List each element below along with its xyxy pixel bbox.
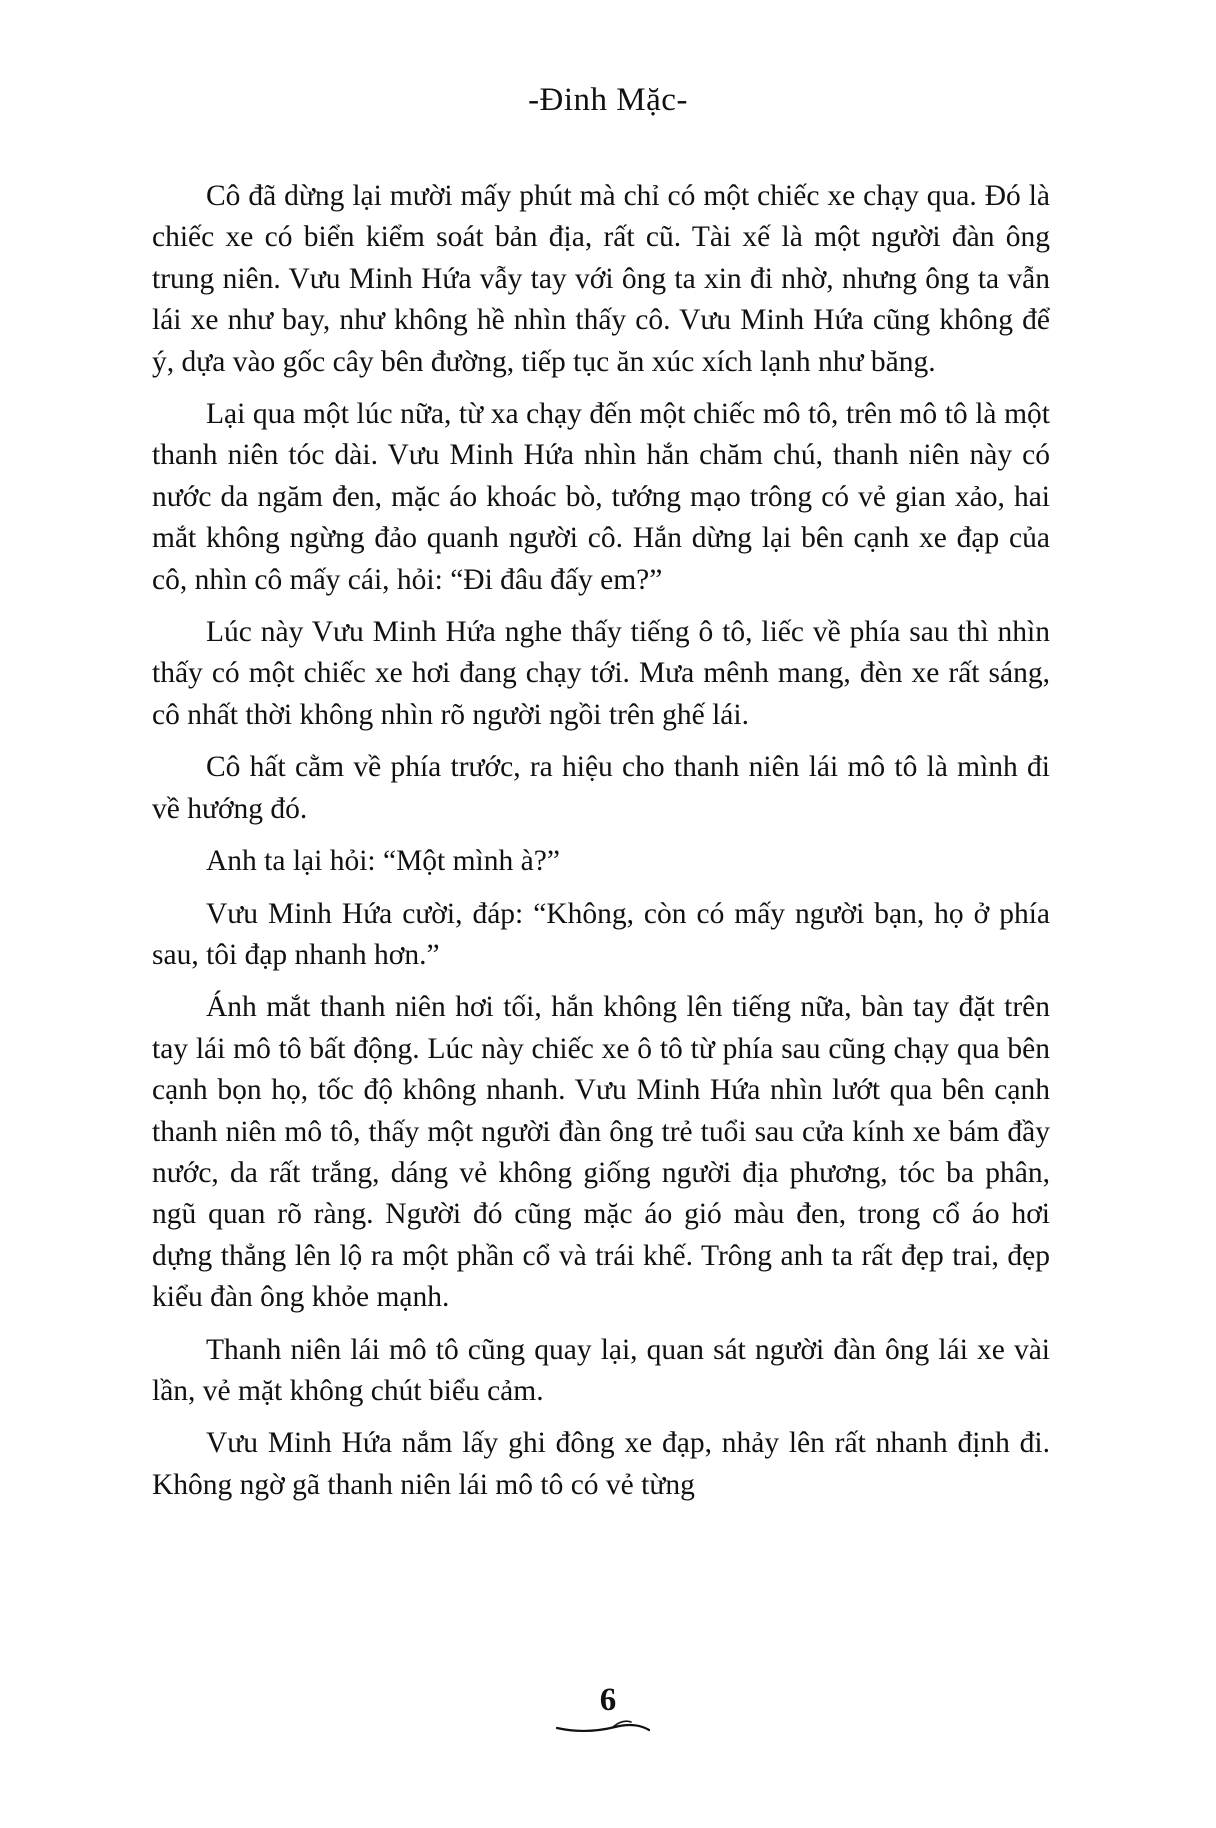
- paragraph: Vưu Minh Hứa cười, đáp: “Không, còn có mấy người bạn, họ ở phía sau, tôi đạp nhanh hơn.”: [152, 897, 1050, 971]
- body-text: [152, 176, 1050, 1517]
- page-number-swash-icon: [555, 1716, 651, 1734]
- paragraph: Lại qua một lúc nữa, từ xa chạy đến một chiếc mô tô, trên mô tô là một thanh niên tóc dài. Vưu Minh Hứa nhìn hắn chăm chú, thanh niên này có nước da ngăm đen, mặc áo khoác bò, tướng mạo trông có vẻ gian xảo, hai mắt không ngừng đảo quanh người cô. Hắn dừng lại bên cạnh xe đạp của cô, nhìn cô mấy cái, hỏi: “Đi đâu đấy em?”: [152, 398, 1050, 596]
- page-number: 6: [599, 1682, 617, 1718]
- paragraph: Cô hất cằm về phía trước, ra hiệu cho thanh niên lái mô tô là mình đi về hướng đó.: [152, 751, 1050, 825]
- paragraph: Ánh mắt thanh niên hơi tối, hắn không lên tiếng nữa, bàn tay đặt trên tay lái mô tô bất động. Lúc này chiếc xe ô tô từ phía sau cũng chạy qua bên cạnh bọn họ, tốc độ không nhanh. Vưu Minh Hứa nhìn lướt qua bên cạnh thanh niên mô tô, thấy một người đàn ông trẻ tuổi sau cửa kính xe bám đầy nước, da rất trắng, dáng vẻ không giống người địa phương, tóc ba phân, ngũ quan rõ ràng. Người đó cũng mặc áo gió màu đen, trong cổ áo hơi dựng thẳng lên lộ ra một phần cổ và trái khế. Trông anh ta rất đẹp trai, đẹp kiểu đàn ông khỏe mạnh.: [152, 991, 1050, 1314]
- paragraph: Lúc này Vưu Minh Hứa nghe thấy tiếng ô tô, liếc về phía sau thì nhìn thấy có một chiếc xe hơi đang chạy tới. Mưa mênh mang, đèn xe rất sáng, cô nhất thời không nhìn rõ người ngồi trên ghế lái.: [152, 616, 1050, 731]
- paragraph: Thanh niên lái mô tô cũng quay lại, quan sát người đàn ông lái xe vài lần, vẻ mặt không chút biểu cảm.: [152, 1333, 1050, 1407]
- running-header: -Đinh Mặc-: [528, 82, 688, 118]
- paragraph: Cô đã dừng lại mười mấy phút mà chỉ có một chiếc xe chạy qua. Đó là chiếc xe có biển kiểm soát bản địa, rất cũ. Tài xế là một người đàn ông trung niên. Vưu Minh Hứa vẫy tay với ông ta xin đi nhờ, nhưng ông ta vẫn lái xe như bay, như không hề nhìn thấy cô. Vưu Minh Hứa cũng không để ý, dựa vào gốc cây bên đường, tiếp tục ăn xúc xích lạnh như băng.: [152, 180, 1050, 378]
- paragraph: Anh ta lại hỏi: “Một mình à?”: [206, 845, 560, 878]
- page-footer: [0, 1682, 1216, 1718]
- paragraph: Vưu Minh Hứa nắm lấy ghi đông xe đạp, nhảy lên rất nhanh định đi. Không ngờ gã thanh niên lái mô tô có vẻ từng: [152, 1427, 1050, 1501]
